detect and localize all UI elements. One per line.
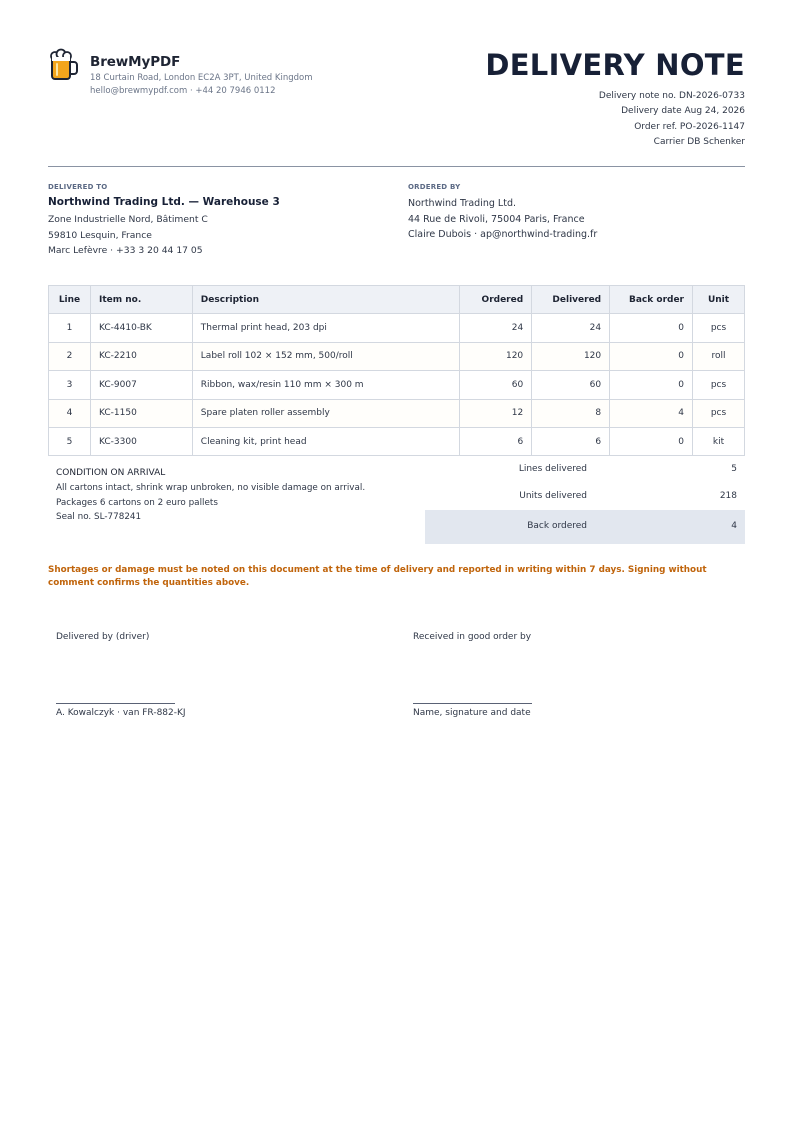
cell-back-order: 0 [610, 342, 693, 370]
company-contact: hello@brewmypdf.com · +44 20 7946 0112 [90, 86, 276, 96]
delivery-date: Delivery date Aug 24, 2026 [621, 106, 745, 117]
cell-item-no: KC-3300 [90, 427, 192, 455]
company-block [90, 54, 313, 97]
company-address: 18 Curtain Road, London EC2A 3PT, United Kingdom [90, 73, 313, 83]
cell-ordered: 60 [460, 371, 532, 399]
document-title: DELIVERY NOTE [485, 48, 745, 82]
column-header-description: Description [192, 286, 459, 314]
table-header-row [49, 286, 745, 314]
cell-description: Cleaning kit, print head [192, 427, 459, 455]
shortage-notice: Shortages or damage must be noted on this document at the time of delivery and reported in writing within 7 days. Signing without comment confirms the quantities above. [48, 565, 707, 589]
cell-line: 2 [49, 342, 91, 370]
column-header-back-order: Back order [610, 286, 693, 314]
condition-heading: CONDITION ON ARRIVAL [56, 468, 166, 479]
delivered-to-line: Marc Lefèvre · +33 3 20 44 17 05 [48, 245, 203, 256]
receiver-signature-block [413, 632, 532, 718]
total-value: 218 [719, 491, 737, 502]
delivery-note-number: Delivery note no. DN-2026-0733 [598, 91, 745, 101]
cell-back-order: 0 [610, 314, 693, 342]
cell-description: Spare platen roller assembly [192, 399, 459, 427]
cell-item-no: KC-9007 [90, 371, 192, 399]
table-row [49, 371, 745, 399]
delivery-note-page [48, 48, 745, 792]
driver-signature-title: Delivered by (driver) [56, 632, 150, 643]
cell-unit: kit [693, 427, 745, 455]
cell-back-order: 4 [610, 399, 693, 427]
company-name: BrewMyPDF [90, 54, 181, 70]
column-header-ordered: Ordered [460, 286, 532, 314]
cell-line: 4 [49, 399, 91, 427]
cell-delivered: 6 [532, 427, 610, 455]
column-header-delivered: Delivered [532, 286, 610, 314]
cell-back-order: 0 [610, 427, 693, 455]
cell-delivered: 8 [532, 399, 610, 427]
total-label: Units delivered [519, 491, 587, 502]
cell-ordered: 24 [460, 314, 532, 342]
cell-description: Thermal print head, 203 dpi [192, 314, 459, 342]
total-row-units-delivered [425, 483, 745, 510]
delivered-to-block [48, 183, 280, 259]
signature-line [56, 703, 175, 704]
cell-item-no: KC-4410-BK [90, 314, 192, 342]
condition-line: All cartons intact, shrink wrap unbroken, no visible damage on arrival. [56, 483, 366, 494]
summary-section [48, 456, 745, 554]
ordered-by-line: Northwind Trading Ltd. [408, 198, 516, 209]
cell-ordered: 6 [460, 427, 532, 455]
table-row [49, 342, 745, 370]
parties-section [48, 167, 745, 285]
ordered-by-block [408, 183, 597, 243]
ordered-by-line: Claire Dubois · ap@northwind-trading.fr [408, 229, 598, 240]
ordered-by-line: 44 Rue de Rivoli, 75004 Paris, France [408, 213, 585, 225]
condition-line: Seal no. SL-778241 [56, 512, 142, 523]
cell-line: 5 [49, 427, 91, 455]
cell-unit: roll [693, 342, 745, 370]
cell-description: Label roll 102 × 152 mm, 500/roll [192, 342, 459, 370]
cell-back-order: 0 [610, 371, 693, 399]
cell-unit: pcs [693, 371, 745, 399]
receiver-signature-caption: Name, signature and date [413, 708, 531, 719]
cell-description: Ribbon, wax/resin 110 mm × 300 m [192, 371, 459, 399]
condition-line: Packages 6 cartons on 2 euro pallets [56, 497, 218, 508]
total-row-lines-delivered [425, 456, 745, 483]
delivered-to-line: Zone Industrielle Nord, Bâtiment C [48, 214, 208, 225]
cell-item-no: KC-2210 [90, 342, 192, 370]
cell-delivered: 24 [532, 314, 610, 342]
delivered-to-label: DELIVERED TO [48, 183, 108, 191]
totals-block [425, 456, 745, 544]
cell-ordered: 120 [460, 342, 532, 370]
delivered-to-line: 59810 Lesquin, France [48, 229, 152, 241]
cell-line: 1 [49, 314, 91, 342]
column-header-unit: Unit [693, 286, 745, 314]
receiver-signature-title: Received in good order by [413, 632, 532, 643]
total-value: 5 [731, 464, 737, 475]
column-header-item-no: Item no. [90, 286, 192, 314]
delivered-to-name: Northwind Trading Ltd. — Warehouse 3 [48, 196, 280, 208]
cell-item-no: KC-1150 [90, 399, 192, 427]
driver-signature-caption: A. Kowalczyk · van FR-882-KJ [56, 708, 186, 719]
table-row [49, 399, 745, 427]
document-header [48, 48, 745, 167]
table-row [49, 427, 745, 455]
cell-delivered: 60 [532, 371, 610, 399]
cell-delivered: 120 [532, 342, 610, 370]
carrier: Carrier DB Schenker [653, 136, 745, 147]
condition-on-arrival [56, 466, 365, 525]
column-header-line: Line [49, 286, 91, 314]
cell-ordered: 12 [460, 399, 532, 427]
order-reference: Order ref. PO-2026-1147 [634, 121, 745, 132]
cell-line: 3 [49, 371, 91, 399]
cell-unit: pcs [693, 314, 745, 342]
document-meta [599, 89, 745, 150]
cell-unit: pcs [693, 399, 745, 427]
signature-section [48, 632, 745, 792]
total-row-back-ordered [425, 510, 745, 544]
beer-mug-icon [48, 48, 80, 82]
ordered-by-label: ORDERED BY [408, 183, 461, 191]
total-label: Back ordered [527, 521, 587, 532]
table-row [49, 314, 745, 342]
total-label: Lines delivered [518, 464, 587, 475]
signature-line [413, 703, 532, 704]
total-value: 4 [731, 521, 737, 532]
items-table [48, 285, 745, 456]
driver-signature-block [56, 632, 186, 718]
